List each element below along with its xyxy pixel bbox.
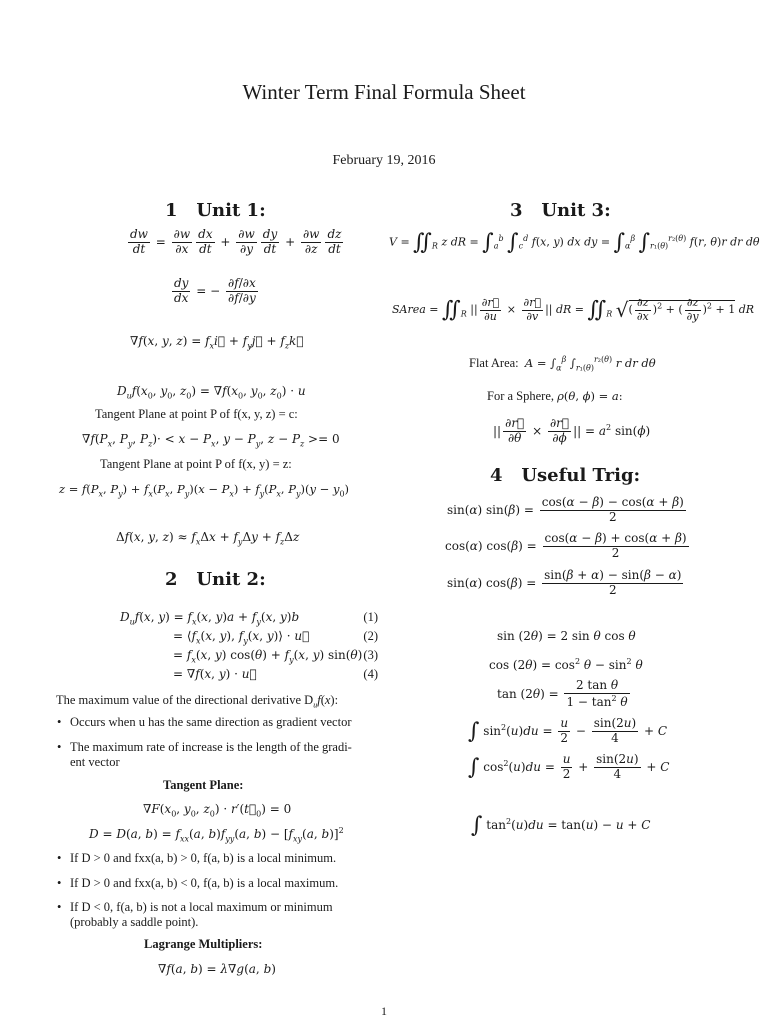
sphere-equation: For a Sphere, ρ(θ, ϕ) = a: <box>487 389 623 403</box>
section-heading-unit4 <box>490 465 640 486</box>
lagrange-heading: Lagrange Multipliers: <box>144 937 263 951</box>
aligned-eq-1: $D_uf(x$, $y) = f_x(x$, $y)a + f_y(x$, y)b <box>120 610 300 627</box>
double-angle-sin-equation: sin (2θ) = 2 sin θ cos θ <box>497 629 636 643</box>
equation-number: (3) <box>363 648 378 662</box>
aligned-eq-2: = $⟨f_x(x$, y), $f_y(x$, y)⟩ · u⃗ <box>173 629 310 646</box>
max-dir-text: The maximum value of the directional derivative D <box>56 693 314 707</box>
max-directional-derivative-text: The maximum value of the directional derivative $D_uf(x)$: <box>56 693 339 710</box>
bullet-text: Occurs when u has the same direction as gradient vector <box>70 715 352 729</box>
section-title: Unit 3: <box>541 200 611 221</box>
sphere-cross-product-equation: || $\frac{\partial r⃗}{\partial\theta}$ × $\frac{\partial r⃗}{\partial\phi}$ || = $a^2$ sin(ϕ) <box>493 416 651 445</box>
lagrange-equation: ∇f(a, b) = λ∇g(a, b) <box>158 962 276 976</box>
page-number: 1 <box>381 1004 387 1018</box>
directional-derivative-aligned <box>120 610 378 690</box>
flat-area-label: Flat Area: <box>469 355 519 370</box>
integral-cos-squared-equation: ∫ $\cos^2(u)du$ = $\frac{u}{2}$ + $\frac{\sin(2u)}{4}$ + C <box>468 752 670 781</box>
chain-rule-equation: $\frac{dw}{dt}$ = $\frac{\partial w}{\partial x}$ $\frac{dx}{dt}$ + $\frac{\partial w}{\partial y}$ $\frac{dy}{dt}$ + $\frac{\partial w}{\partial z}$ $\frac{dz}{dt}$ <box>130 227 342 256</box>
bullet-text: (probably a saddle point). <box>70 915 199 929</box>
tangent-plane-3d-label: Tangent Plane at point P of f(x, y, z) = c: <box>95 407 298 421</box>
section-number: 2 <box>165 569 178 590</box>
volume-integral-equation: $V = ∬_R$ z dR = $\int_a^b$ $\int_c^d$ f(x, y) dx dy = $\int_\alpha^\beta$ $\int_{r_1(\theta)}^{r_2(\theta)}$ f(r, θ)r dr dθ <box>389 230 760 255</box>
tangent-plane-gradient-equation: $\nabla F(x_0$, $y_0$, $z_0$) · $r'(t⃗_0) = 0$ <box>143 802 292 819</box>
aligned-eq-3: = $f_x(x$, y) $\cos(\theta) + f_y(x$, y) sin(θ) <box>173 648 363 665</box>
trig-sin-sin-equation: sin(α) sin(β) = $\frac{\cos(\alpha - \beta) - \cos(\alpha + \beta)}{2}$ <box>447 495 684 524</box>
tangent-plane-heading: Tangent Plane: <box>163 778 244 792</box>
equation-number: (1) <box>363 610 378 624</box>
bullet-text: The maximum rate of increase is the length of the gradi- <box>70 740 352 754</box>
bullet-item: • If D > 0 and fxx(a, b) > 0, f(a, b) is a local minimum. <box>57 851 337 865</box>
integral-sin-squared-equation: ∫ $\sin^2(u)du$ = $\frac{u}{2}$ − $\frac{\sin(2u)}{4}$ + C <box>468 716 668 745</box>
double-angle-cos-equation: $\cos (2\theta) = \cos^2 \theta - \sin^2 \theta$ <box>489 657 643 672</box>
aligned-eq-4: = ∇f(x, y) · u⃗ <box>173 667 257 681</box>
bullet-item: • If D > 0 and fxx(a, b) < 0, f(a, b) is a local maximum. <box>57 876 339 890</box>
bullet-item: • Occurs when u has the same direction as gradient vector <box>57 715 352 729</box>
page-title: Winter Term Final Formula Sheet <box>242 80 526 104</box>
double-angle-tan-equation: tan (2θ) = $\frac{\text{2 tan θ}}{1 - \tan^2 \theta}$ <box>497 678 628 709</box>
section-number: 1 <box>165 200 178 221</box>
document-date: February 19, 2016 <box>332 153 436 168</box>
section-heading-unit1 <box>165 200 266 221</box>
surface-area-equation: SArea = $∬_R$ || $\frac{\partial r⃗}{\partial u}$ × $\frac{\partial r⃗}{\partial v}$ || dR = $∬_R$ √( $\frac{\partial z}{\partial x}$ )$^2$ + ( $\frac{\partial z}{\partial y}$ )$^2$ + 1 dR <box>392 296 755 323</box>
gradient-equation: ∇f(x, y, $z) = f_xi⃗$ + $f_yj⃗$ + $f_zk⃗$ <box>130 334 304 351</box>
section-number: 3 <box>510 200 523 221</box>
discriminant-equation: D = D(a, $b) = f_{xx}(a$, $b)f_{yy}(a$, $b) - [f_{xy}(a$, b)]$^2$ <box>89 826 344 844</box>
section-title: Unit 1: <box>196 200 266 221</box>
trig-cos-cos-equation: cos(α) cos(β) = $\frac{\cos(\alpha - \beta) + \cos(\alpha + \beta)}{2}$ <box>445 531 687 560</box>
equation-number: (4) <box>363 667 378 681</box>
differential-approx-equation: Δf(x, y, $z) \approx f_x\Delta x + f_y\Delta y + f_z\Delta z$ <box>116 530 300 547</box>
flat-area-equation: Flat Area: $A = \int_\alpha^\beta$ $\int_{r_1(\theta)}^{r_2(\theta)}$ r dr dθ <box>469 355 656 373</box>
section-heading-unit3 <box>510 200 611 221</box>
section-number: 4 <box>490 465 503 486</box>
trig-sin-cos-equation: sin(α) cos(β) = $\frac{\sin(\beta + \alpha) - \sin(\beta - \alpha)}{2}$ <box>447 568 682 597</box>
bullet-item: • If D < 0, f(a, b) is not a local maximum or minimum (probably a saddle point). <box>57 900 333 929</box>
tangent-plane-3d-equation: $\nabla f(P_x$, $P_y$, $P_z)\cdot < x - P_x$, $y - P_y$, $z - P_z >= 0$ <box>82 432 340 449</box>
section-heading-unit2 <box>165 569 266 590</box>
tangent-plane-2d-label: Tangent Plane at point P of f(x, y) = z: <box>100 457 292 471</box>
section-title: Useful Trig: <box>521 465 641 486</box>
implicit-derivative-equation: $\frac{dy}{dx}$ = − $\frac{\partial f/\partial x}{\partial f/\partial y}$ <box>174 276 256 305</box>
bullet-text: If D > 0 and fxx(a, b) < 0, f(a, b) is a local maximum. <box>70 876 339 890</box>
equation-number: (2) <box>363 629 378 643</box>
bullet-item: • The maximum rate of increase is the length of the gradi- ent vector <box>57 740 352 769</box>
integral-tan-squared-equation: ∫ $\tan^2(u)du = \tan(u) - u + C$ <box>471 813 651 838</box>
bullet-text: If D < 0, f(a, b) is not a local maximum or minimum <box>70 900 333 914</box>
bullet-text: If D > 0 and fxx(a, b) > 0, f(a, b) is a local minimum. <box>70 851 337 865</box>
sphere-label: For a Sphere, <box>487 389 554 403</box>
directional-derivative-equation: $D_uf(x_0$, $y_0$, $z_0) = \nabla f(x_0$, $y_0$, $z_0) \cdot u$ <box>117 384 306 401</box>
tangent-plane-2d-equation: $z = f(P_x$, $P_y) + f_x(P_x$, $P_y)(x - P_x) + f_y(P_x$, $P_y)(y - y_0)$ <box>59 482 350 499</box>
section-title: Unit 2: <box>196 569 266 590</box>
bullet-text: ent vector <box>70 755 120 769</box>
